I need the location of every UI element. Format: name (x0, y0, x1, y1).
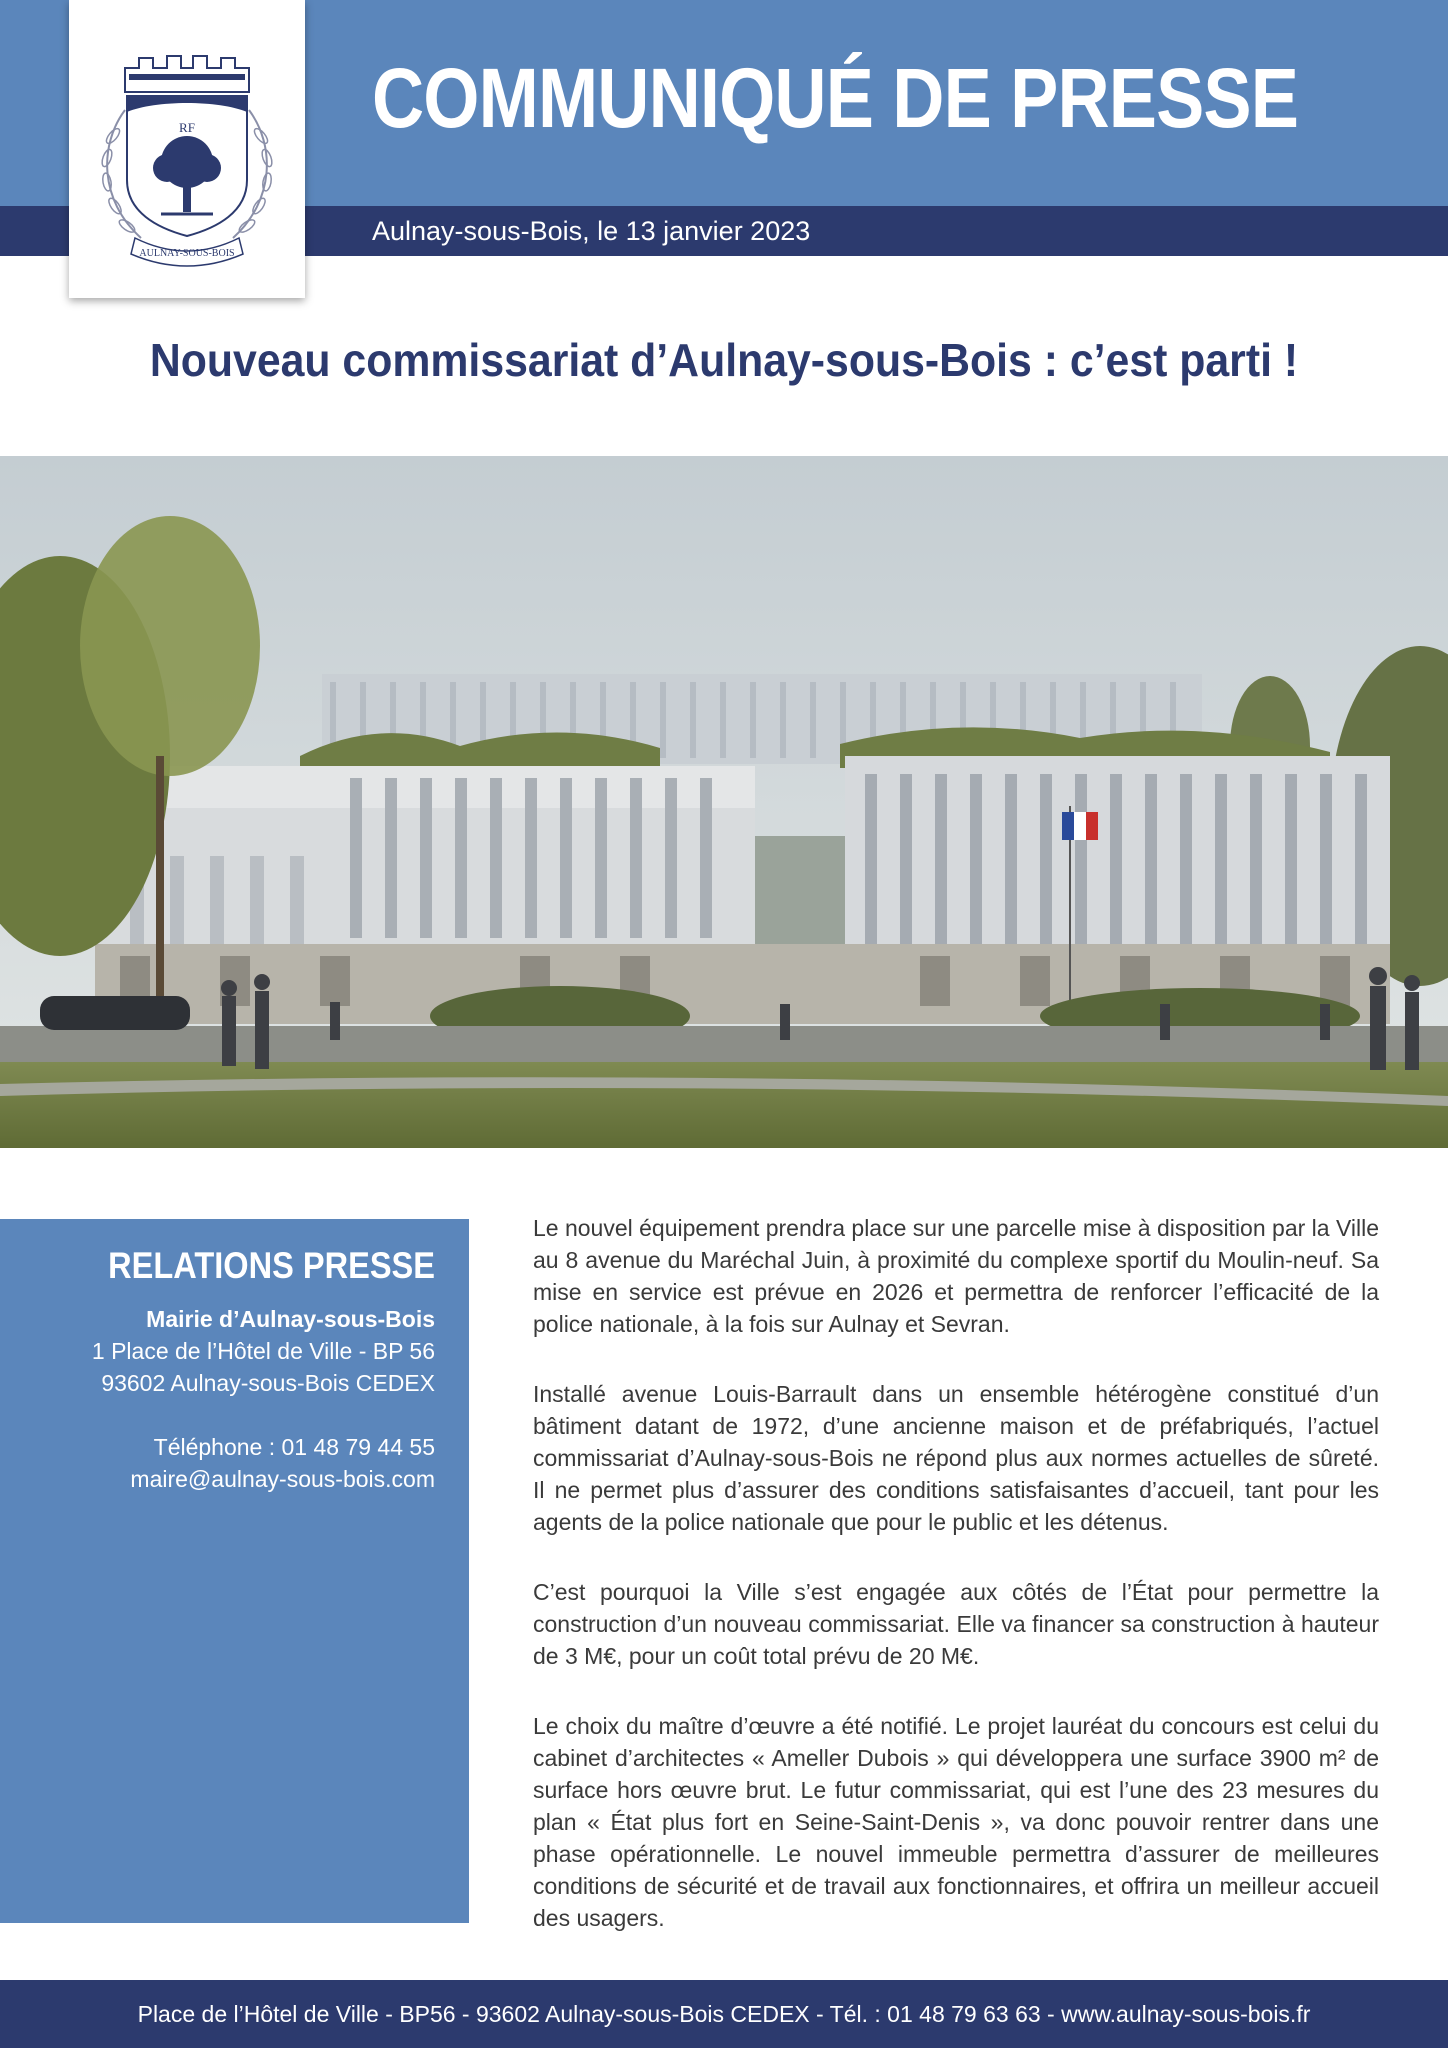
press-address-line-2: 93602 Aulnay-sous-Bois CEDEX (101, 1370, 435, 1396)
spacer (0, 1399, 435, 1431)
city-logo (69, 0, 305, 298)
police-station-rendering-icon (0, 456, 1448, 1148)
paragraph-4: Le choix du maître d’œuvre a été notifié. Le projet lauréat du concours est celui du cabinet d’architectes « Ameller Dubois » qui développera une surface 3900 m² de surface hors œuvre brut. Le futur commissariat, qui est l’une des 23 mesures du plan « État plus fort en Seine-Saint-Denis », va donc pouvoir rentrer dans une phase opérationnelle. Le nouvel immeuble permettra d’assurer de meilleures conditions de sécurité et de travail aux fonctionnaires, et offrira un meilleur accueil des usagers. (533, 1713, 1379, 1931)
paragraph-3: C’est pourquoi la Ville s’est engagée aux côtés de l’État pour permettre la construction d’un nouveau commissariat. Elle va financer sa construction à hauteur de 3 M€, pour un coût total prévu de 20 M€. (533, 1579, 1379, 1669)
paragraph-2: Installé avenue Louis-Barrault dans un ensemble hétérogène constitué d’un bâtiment datant de 1972, d’une ancienne maison et de préfabriqués, l’actuel commissariat d’Aulnay-sous-Bois ne répond plus aux normes actuelles de sûreté. Il ne permet plus d’assurer des conditions satisfaisantes d’accueil, tant pour les agents de la police nationale que pour le public et les détenus. (533, 1381, 1379, 1535)
article-body (533, 1212, 1379, 1972)
logo-motto: AULNAY-SOUS-BOIS (139, 248, 235, 259)
page-title: COMMUNIQUÉ DE PRESSE (372, 51, 1299, 145)
press-address-line-1: 1 Place de l’Hôtel de Ville - BP 56 (91, 1338, 435, 1364)
press-relations-panel (0, 1219, 469, 1923)
city-coat-of-arms-icon (89, 50, 285, 272)
footer-contact: Place de l’Hôtel de Ville - BP56 - 93602 Aulnay-sous-Bois CEDEX - Tél. : 01 48 79 63 63 - www.aulnay-sous-bois.fr (137, 2001, 1311, 2027)
press-release-date: Aulnay-sous-Bois, le 13 janvier 2023 (372, 216, 811, 246)
press-org: Mairie d’Aulnay-sous-Bois (146, 1306, 435, 1332)
press-phone: Téléphone : 01 48 79 44 55 (153, 1434, 435, 1460)
logo-initials: RF (179, 120, 195, 135)
headline: Nouveau commissariat d’Aulnay-sous-Bois : c’est parti ! (149, 334, 1299, 386)
press-email[interactable]: maire@aulnay-sous-bois.com (130, 1466, 435, 1492)
paragraph-1: Le nouvel équipement prendra place sur une parcelle mise à disposition par la Ville au 8 avenue du Maréchal Juin, à proximité du complexe sportif du Moulin-neuf. Sa mise en service est prévue en 2026 et permettra de renforcer l’efficacité de la police nationale, à la fois sur Aulnay et Sevran. (533, 1215, 1379, 1337)
press-relations-heading: RELATIONS PRESSE (108, 1245, 435, 1286)
